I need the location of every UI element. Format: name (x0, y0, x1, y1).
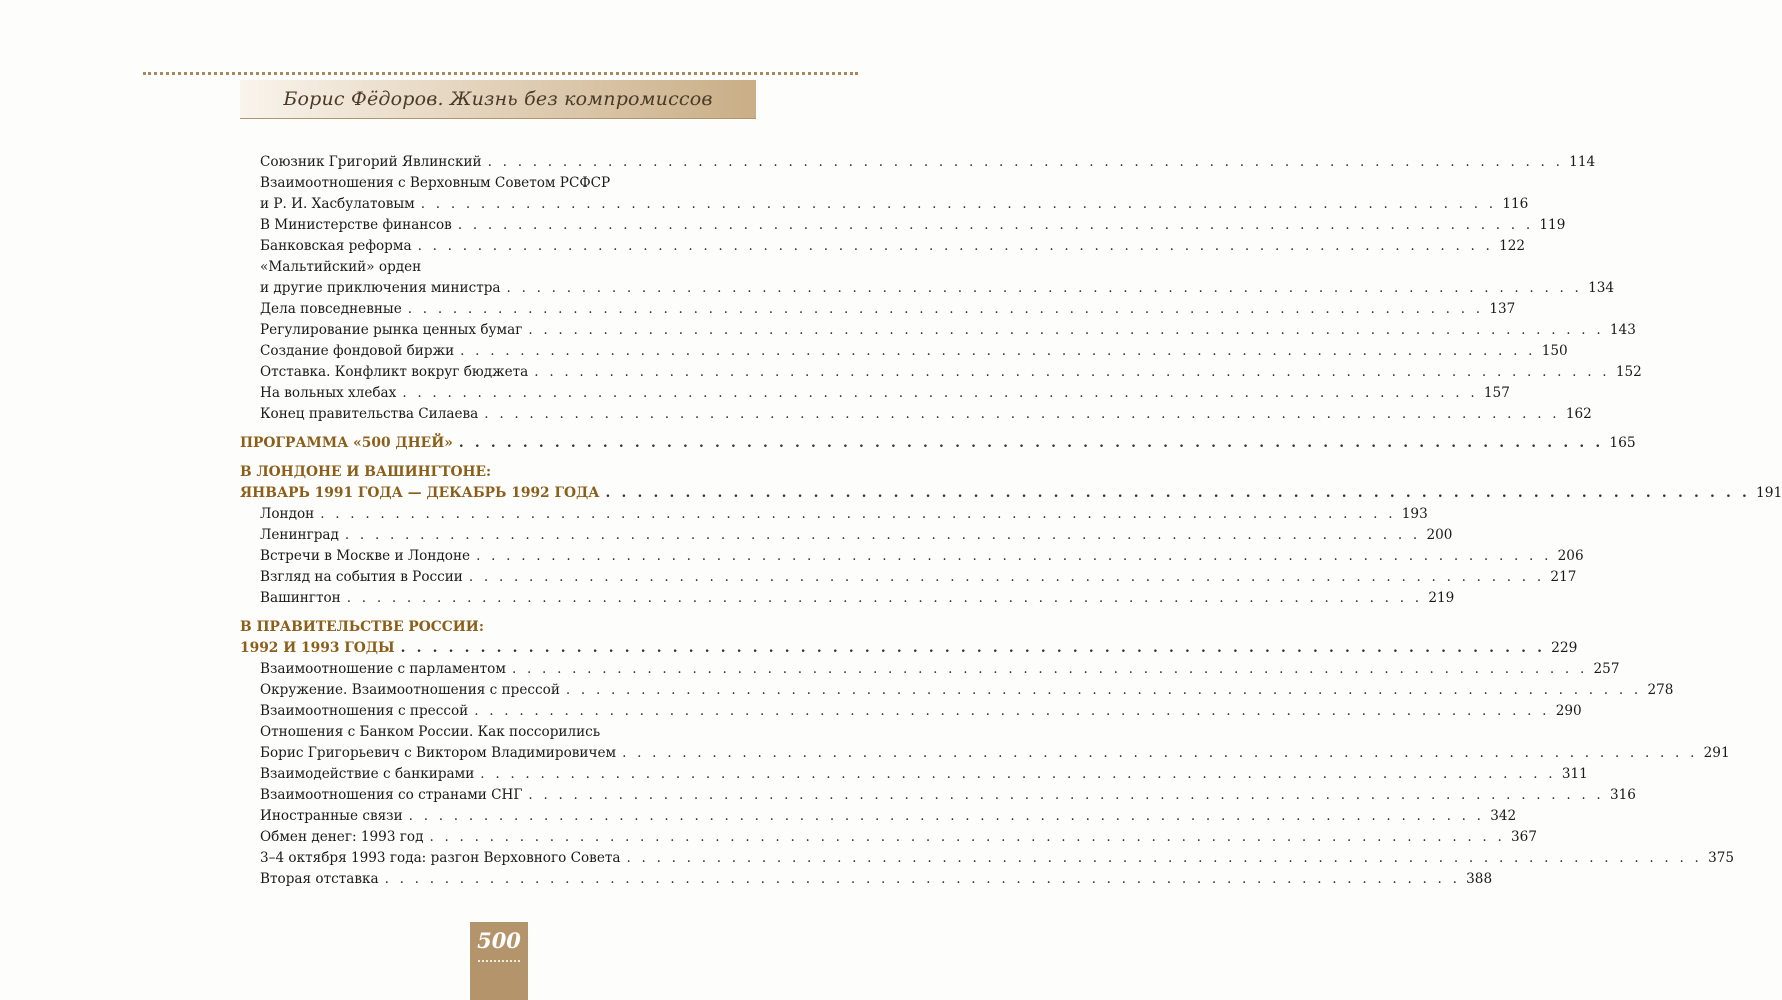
toc-entry-title: Окружение. Взаимоотношения с прессой (260, 682, 560, 698)
toc-entry-row (260, 152, 1596, 173)
toc-entry-row (260, 567, 1577, 588)
toc-entry[interactable] (240, 567, 1577, 588)
dot-leader: . . . . . . . . . . . . . . . . . . . . . . . . . . . . . . . . . . . . . . . . . . . . . . . . . . . . . . . . . . . . . . . . . . . . . . . . (528, 322, 1604, 338)
toc-entry-row (260, 194, 1529, 215)
toc-page-number: 193 (1401, 506, 1428, 522)
dot-leader: . . . . . . . . . . . . . . . . . . . . . . . . . . . . . . . . . . . . . . . . . . . . . . . . . . . . . . . . . . . . . . . . . . . . . . . . (476, 548, 1552, 564)
dot-leader: . . . . . . . . . . . . . . . . . . . . . . . . . . . . . . . . . . . . . . . . . . . . . . . . . . . . . . . . . . . . . . . . . . . . . . . . (506, 280, 1583, 296)
toc-entry[interactable] (240, 701, 1582, 722)
toc-entry-title: 1992 И 1993 ГОДЫ (240, 640, 395, 656)
toc-entry[interactable] (240, 320, 1636, 341)
toc-entry-title: Встречи в Москве и Лондоне (260, 548, 471, 564)
toc-page-number: 157 (1483, 385, 1510, 401)
toc-entry-title: Создание фондовой биржи (260, 343, 455, 359)
dot-leader: . . . . . . . . . . . . . . . . . . . . . . . . . . . . . . . . . . . . . . . . . . . . . . . . . . . . . . . . . . . . . . . . . . . . . . . . (407, 301, 1484, 317)
dot-leader: . . . . . . . . . . . . . . . . . . . . . . . . . . . . . . . . . . . . . . . . . . . . . . . . . . . . . . . . . . . . . . . . . . . . . . . . (534, 364, 1610, 380)
toc-entry-row (260, 362, 1642, 383)
toc-entry-row (260, 341, 1568, 362)
toc-entry-row (260, 588, 1455, 609)
dot-leader: . . . . . . . . . . . . . . . . . . . . . . . . . . . . . . . . . . . . . . . . . . . . . . . . . . . . . . . . . . . . . . . . . . . . . . . . (420, 196, 1497, 212)
toc-page-number: 291 (1703, 745, 1730, 761)
running-header (240, 80, 756, 119)
toc-entry-row (260, 383, 1510, 404)
dot-leader: . . . . . . . . . . . . . . . . . . . . . . . . . . . . . . . . . . . . . . . . . . . . . . . . . . . . . . . . . . . . . . . . . . . . . . . . (528, 787, 1604, 803)
toc-entry-title: Лондон (260, 506, 315, 522)
toc-entry-title: и другие приключения министра (260, 280, 501, 296)
toc-page-number: 316 (1609, 787, 1636, 803)
toc-entry-title: В Министерстве финансов (260, 217, 452, 233)
page-number: 500 (477, 928, 521, 953)
toc-entry-title: Иностранные связи (260, 808, 403, 824)
toc-entry-title-line: Отношения с Банком России. Как поссорились (260, 724, 601, 740)
toc-entry-row (260, 404, 1592, 425)
toc-entry[interactable] (240, 722, 1730, 764)
toc-entry[interactable] (240, 236, 1526, 257)
toc-entry[interactable] (240, 680, 1674, 701)
toc-entry-title: Банковская реформа (260, 238, 412, 254)
toc-entry-title: Взаимоотношения с прессой (260, 703, 469, 719)
dot-leader: . . . . . . . . . . . . . . . . . . . . . . . . . . . . . . . . . . . . . . . . . . . . . . . . . . . . . . . . . . . . . . . . . . . . . . . . (346, 590, 1423, 606)
toc-entry-title: Дела повседневные (260, 301, 402, 317)
toc-entry-row (260, 546, 1584, 567)
toc-page-number: 375 (1708, 850, 1735, 866)
toc-entry[interactable] (240, 215, 1566, 236)
page-number-dotted-rule (478, 960, 520, 962)
toc-section-heading[interactable] (240, 433, 1636, 454)
dot-leader: . . . . . . . . . . . . . . . . . . . . . . . . . . . . . . . . . . . . . . . . . . . . . . . . . . . . . . . . . . . . . . . . . . . . . . . . (474, 703, 1550, 719)
dot-leader: . . . . . . . . . . . . . . . . . . . . . . . . . . . . . . . . . . . . . . . . . . . . . . . . . . . . . . . . . . . . . . . . . . . . . . . . (626, 850, 1703, 866)
toc-entry-row (260, 659, 1620, 680)
toc-entry-row (260, 743, 1730, 764)
toc-entry[interactable] (240, 152, 1596, 173)
toc-entry-row (260, 215, 1566, 236)
toc-page-number: 191 (1755, 485, 1782, 501)
toc-entry-title-line: «Мальтийский» орден (260, 259, 422, 275)
toc-entry[interactable] (240, 173, 1529, 215)
toc-entry[interactable] (240, 299, 1516, 320)
toc-page-number: 162 (1565, 406, 1592, 422)
toc-entry-row (260, 869, 1493, 890)
dot-leader: . . . . . . . . . . . . . . . . . . . . . . . . . . . . . . . . . . . . . . . . . . . . . . . . . . . . . . . . . . . . . . . . . . . . . . . . (458, 435, 1604, 451)
toc-entry-title: 3–4 октября 1993 года: разгон Верховного Совета (260, 850, 621, 866)
toc-entry-row (260, 504, 1428, 525)
toc-entry[interactable] (240, 806, 1517, 827)
toc-entry-title: Ленинград (260, 527, 339, 543)
top-dotted-rule (143, 72, 858, 75)
dot-leader: . . . . . . . . . . . . . . . . . . . . . . . . . . . . . . . . . . . . . . . . . . . . . . . . . . . . . . . . . . . . . . . . . . . . . . . . (400, 640, 1546, 656)
toc-page-number: 217 (1550, 569, 1577, 585)
dot-leader: . . . . . . . . . . . . . . . . . . . . . . . . . . . . . . . . . . . . . . . . . . . . . . . . . . . . . . . . . . . . . . . . . . . . . . . . (417, 238, 1494, 254)
toc-entry-title: Взгляд на события в России (260, 569, 463, 585)
toc-page-number: 257 (1593, 661, 1620, 677)
toc-entry-title: Союзник Григорий Явлинский (260, 154, 482, 170)
toc-page-number: 150 (1541, 343, 1568, 359)
toc-entry-title: На вольных хлебах (260, 385, 397, 401)
toc-entry-row (240, 483, 1782, 504)
toc-entry[interactable] (240, 525, 1453, 546)
dot-leader: . . . . . . . . . . . . . . . . . . . . . . . . . . . . . . . . . . . . . . . . . . . . . . . . . . . . . . . . . . . . . . . . . . . . . . . . (487, 154, 1564, 170)
running-header-title: Борис Фёдоров. Жизнь без компромиссов (283, 88, 713, 110)
toc-entry-title: ЯНВАРЬ 1991 ГОДА — ДЕКАБРЬ 1992 ГОДА (240, 485, 600, 501)
toc-entry-title-line: В ПРАВИТЕЛЬСТВЕ РОССИИ: (240, 619, 484, 635)
toc-entry-title: Обмен денег: 1993 год (260, 829, 424, 845)
toc-page-number: 134 (1588, 280, 1615, 296)
toc-entry-row (260, 848, 1735, 869)
toc-page-number: 367 (1511, 829, 1537, 845)
toc-entry-title: и Р. И. Хасбулатовым (260, 196, 415, 212)
dot-leader: . . . . . . . . . . . . . . . . . . . . . . . . . . . . . . . . . . . . . . . . . . . . . . . . . . . . . . . . . . . . . . . . . . . . . . . . (320, 506, 1396, 522)
dot-leader: . . . . . . . . . . . . . . . . . . . . . . . . . . . . . . . . . . . . . . . . . . . . . . . . . . . . . . . . . . . . . . . . . . . . . . . . (429, 829, 1505, 845)
toc-page-number: 278 (1647, 682, 1674, 698)
toc-page-number: 122 (1499, 238, 1526, 254)
toc-entry-title-line: Взаимоотношения с Верховным Советом РСФСР (260, 175, 611, 191)
table-of-contents (240, 152, 1782, 890)
dot-leader: . . . . . . . . . . . . . . . . . . . . . . . . . . . . . . . . . . . . . . . . . . . . . . . . . . . . . . . . . . . . . . . . . . . . . . . . (480, 766, 1556, 782)
toc-entry-title: Борис Григорьевич с Виктором Владимировичем (260, 745, 617, 761)
toc-entry-title: Вторая отставка (260, 871, 379, 887)
toc-page-number: 116 (1502, 196, 1529, 212)
toc-entry-row (260, 320, 1636, 341)
toc-entry-title: Отставка. Конфликт вокруг бюджета (260, 364, 529, 380)
dot-leader: . . . . . . . . . . . . . . . . . . . . . . . . . . . . . . . . . . . . . . . . . . . . . . . . . . . . . . . . . . . . . . . . . . . . . . . . (384, 871, 1461, 887)
dot-leader: . . . . . . . . . . . . . . . . . . . . . . . . . . . . . . . . . . . . . . . . . . . . . . . . . . . . . . . . . . . . . . . . . . . . . . . . (484, 406, 1560, 422)
toc-page-number: 114 (1569, 154, 1596, 170)
toc-page-number: 119 (1539, 217, 1566, 233)
toc-page-number: 206 (1557, 548, 1584, 564)
dot-leader: . . . . . . . . . . . . . . . . . . . . . . . . . . . . . . . . . . . . . . . . . . . . . . . . . . . . . . . . . . . . . . . . . . . . . . . . (605, 485, 1750, 501)
toc-entry-row (260, 278, 1615, 299)
toc-page-number: 137 (1489, 301, 1516, 317)
toc-entry[interactable] (240, 383, 1510, 404)
dot-leader: . . . . . . . . . . . . . . . . . . . . . . . . . . . . . . . . . . . . . . . . . . . . . . . . . . . . . . . . . . . . . . . . . . . . . . . . (565, 682, 1642, 698)
toc-page-number: 165 (1609, 435, 1636, 451)
toc-entry-title: Вашингтон (260, 590, 341, 606)
toc-entry[interactable] (240, 404, 1592, 425)
toc-entry[interactable] (240, 341, 1568, 362)
dot-leader: . . . . . . . . . . . . . . . . . . . . . . . . . . . . . . . . . . . . . . . . . . . . . . . . . . . . . . . . . . . . . . . . . . . . . . . . (622, 745, 1698, 761)
dot-leader: . . . . . . . . . . . . . . . . . . . . . . . . . . . . . . . . . . . . . . . . . . . . . . . . . . . . . . . . . . . . . . . . . . . . . . . . (468, 569, 1545, 585)
toc-entry[interactable] (240, 504, 1428, 525)
dot-leader: . . . . . . . . . . . . . . . . . . . . . . . . . . . . . . . . . . . . . . . . . . . . . . . . . . . . . . . . . . . . . . . . . . . . . . . . (511, 661, 1588, 677)
toc-entry[interactable] (240, 659, 1620, 680)
toc-section-heading[interactable] (240, 617, 1578, 659)
toc-entry-row (240, 638, 1578, 659)
toc-page-number: 229 (1551, 640, 1578, 656)
dot-leader: . . . . . . . . . . . . . . . . . . . . . . . . . . . . . . . . . . . . . . . . . . . . . . . . . . . . . . . . . . . . . . . . . . . . . . . . (408, 808, 1485, 824)
toc-entry-row (240, 433, 1636, 454)
toc-entry-row (260, 236, 1526, 257)
toc-page-number: 143 (1609, 322, 1636, 338)
toc-entry-row (260, 680, 1674, 701)
page-number-tab (470, 922, 528, 1000)
toc-entry[interactable] (240, 827, 1537, 848)
toc-entry[interactable] (240, 588, 1455, 609)
toc-page-number: 311 (1561, 766, 1588, 782)
toc-entry[interactable] (240, 869, 1493, 890)
toc-entry-title: ПРОГРАММА «500 ДНЕЙ» (240, 435, 453, 451)
toc-entry[interactable] (240, 848, 1735, 869)
toc-page-number: 219 (1428, 590, 1455, 606)
toc-section-heading[interactable] (240, 462, 1782, 504)
toc-page-number: 388 (1466, 871, 1493, 887)
toc-entry-row (260, 785, 1636, 806)
toc-page-number: 200 (1426, 527, 1453, 543)
dot-leader: . . . . . . . . . . . . . . . . . . . . . . . . . . . . . . . . . . . . . . . . . . . . . . . . . . . . . . . . . . . . . . . . . . . . . . . . (460, 343, 1536, 359)
toc-entry-row (260, 299, 1516, 320)
toc-entry-row (260, 827, 1537, 848)
dot-leader: . . . . . . . . . . . . . . . . . . . . . . . . . . . . . . . . . . . . . . . . . . . . . . . . . . . . . . . . . . . . . . . . . . . . . . . . (402, 385, 1478, 401)
toc-entry-row (260, 806, 1517, 827)
dot-leader: . . . . . . . . . . . . . . . . . . . . . . . . . . . . . . . . . . . . . . . . . . . . . . . . . . . . . . . . . . . . . . . . . . . . . . . . (344, 527, 1421, 543)
toc-entry[interactable] (240, 764, 1588, 785)
toc-page-number: 152 (1615, 364, 1642, 380)
toc-entry[interactable] (240, 546, 1584, 567)
toc-entry[interactable] (240, 785, 1636, 806)
toc-entry-title: Взаимоотношение с парламентом (260, 661, 506, 677)
dot-leader: . . . . . . . . . . . . . . . . . . . . . . . . . . . . . . . . . . . . . . . . . . . . . . . . . . . . . . . . . . . . . . . . . . . . . . . . (457, 217, 1534, 233)
toc-entry[interactable] (240, 362, 1642, 383)
toc-entry-title: Взаимодействие с банкирами (260, 766, 475, 782)
toc-entry-title-line: В ЛОНДОНЕ И ВАШИНГТОНЕ: (240, 464, 492, 480)
toc-entry-title: Регулирование рынка ценных бумаг (260, 322, 523, 338)
toc-entry-title: Конец правительства Силаева (260, 406, 479, 422)
toc-entry[interactable] (240, 257, 1615, 299)
toc-page-number: 342 (1490, 808, 1517, 824)
toc-entry-row (260, 764, 1588, 785)
toc-entry-title: Взаимоотношения со странами СНГ (260, 787, 523, 803)
toc-entry-row (260, 525, 1453, 546)
toc-page-number: 290 (1555, 703, 1582, 719)
toc-entry-row (260, 701, 1582, 722)
